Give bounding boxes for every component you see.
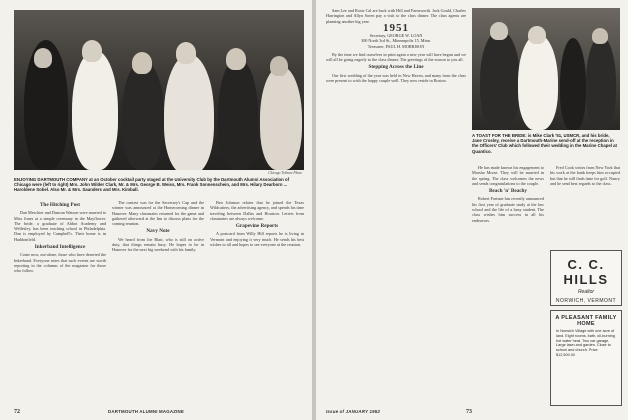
class-secretary: Secretary, GEORGE W. LOAN (369, 33, 423, 39)
article-text: Ben Johnson relates that he joined the Texas Wildcatters, the advertising agency, and spends his time traveling between Dallas and Houston. Letters from classmates are always welcome. (210, 200, 304, 221)
page-number: 72 (14, 409, 20, 415)
home-listing-ad (550, 310, 622, 406)
section-heading: Stepping Across the Line (368, 64, 424, 71)
article-text: Come now, out-alone, those who have deserted the Inkerband. Everyone notes that such events are worth reporting in the columns of the magazine for those who follow. (14, 252, 106, 274)
listing-text: In Norwich Village with one acre of land. Eight rooms, bath, oil-burning hot water heat. Two car garage. Large lawn and garden. Close to school and church. Price $12,500.00 (556, 329, 615, 357)
article-text: Fred Cook writes from New York that his work at the bank keeps him occupied but that he still finds time for golf. Nancy and he send best regards to the class. (550, 165, 620, 186)
photo-credit: Chicago Tribune Photo (268, 171, 302, 175)
section-heading: The Hitching Post (39, 202, 81, 208)
article-text: We heard from Joe Blair, who is still on active duty, that things remain busy. He hopes to be in Hanover for the next big weekend with his family. (112, 236, 204, 253)
footer-issue: Issue of JANUARY 1952 (326, 409, 381, 414)
left-column-2 (112, 200, 204, 395)
photo-caption: A TOAST FOR THE BRIDE: is Mike Clark '51, USMCR, and his bride, Jane Crosley, receive a Dartmouth-Marine send-off at the reception in the Officers' Club which followed their wedding in the Marine Chapel at Quantico. (472, 133, 617, 154)
left-column-3 (210, 200, 304, 395)
right-column-2 (472, 165, 544, 400)
wedding-photo-icon (472, 8, 620, 130)
section-heading: Navy Note (146, 228, 170, 235)
class-year-title: 1951 (383, 21, 409, 34)
chicago-party-photo-icon (14, 10, 304, 170)
realtor-role: Realtor (577, 289, 595, 295)
right-page (316, 0, 628, 420)
realtor-name: C. C. HILLS (563, 257, 609, 287)
realtor-ad (550, 250, 622, 306)
article-text: Sam Lee and Rosie Cal are back with Hill and Farnsworth. Jack Gould, Charles Harrington and Allyn Soren pay a visit to the class dinner. The class agents are planning another big year. (326, 8, 466, 24)
realtor-town: NORWICH, VERMONT (555, 298, 617, 304)
article-text: By the time we find ourselves in print again a new year will have begun and we will all be going eagerly to the class dinner. The greetings of the season to you all. (326, 51, 466, 63)
page-number: 73 (466, 409, 472, 415)
photo-caption: ENJOYING DARTMOUTH COMPANY at an October cocktail party staged at the University Club by the Dartmouth Alumni Association of Chicago were (left to right) Mrs. John Wilder Clark, Mr. & Mrs. George B. Weiss, Mrs. Frank Sonnenschein, and Mrs. Hilary Dearborn ... Haroldene Sobel. Also Mr. & Mrs. Saunders and Mrs. Kimball. (14, 177, 290, 193)
article-text: The contest was for the Secretary's Cup and the winner was announced at the Homecoming dinner in Hanover. Many classmates returned for the game and gathered afterward at the Inn to discuss plans for the coming reunion. (112, 200, 204, 227)
right-column-1 (326, 8, 466, 208)
listing-title: A PLEASANT FAMILY HOME (555, 315, 617, 327)
section-heading: Beach 'n' Beachy (488, 188, 528, 195)
section-heading: Inkerband Intelligence (34, 244, 86, 251)
left-column-1 (14, 200, 106, 395)
left-page (0, 0, 312, 420)
article-text: He has made known his engagement to Marsha Morse. They will be married in the spring. The class welcomes the news and sends congratulations to the couple. (472, 165, 544, 186)
right-column-3 (550, 165, 620, 245)
article-text: Our first wedding of the year was held in New Haven, and many from the class were present to wish the happy couple well. They now reside in Boston. (326, 72, 466, 83)
section-heading: Grapevine Reports (235, 223, 279, 230)
article-text: A postcard from Willy Hill reports he is living in Vermont and enjoying it very much. He sends his best wishes to all and hopes to see everyone at the reunion. (210, 231, 304, 248)
article-text: Robert Fortune has recently announced his first year of graduate study at the law school and the life of a busy student. The class wishes him success in all his endeavors. (472, 196, 544, 223)
class-treasurer: Treasurer, PAUL H. MORRISON (367, 43, 425, 49)
footer-title: DARTMOUTH ALUMNI MAGAZINE (108, 409, 185, 414)
article-text: Dan Meschter and Duncan Watson were married to Miss Jones at a simple ceremony in the Mayflower. The bride, a graduate of Abbot Academy and Wellesley, has been teaching school in Philadelphia. Dan is employed by Campbell's. Their home is in Haddonfield. (14, 210, 106, 242)
class-address: 300 North 3rd St., Minneapolis 15, Minn. (361, 38, 431, 44)
